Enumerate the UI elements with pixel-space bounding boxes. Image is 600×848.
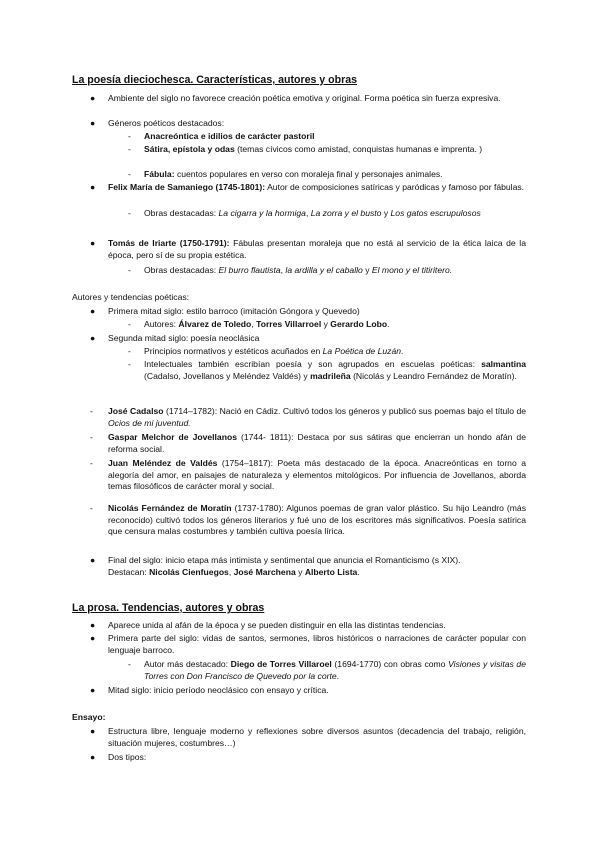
bullet-text: Ambiente del siglo no favorece creación poética emotiva y original. Forma poética sin fuerza expresiva. [108, 93, 501, 103]
sub-bullet-text: Intelectuales también escribían poesía y son agrupados en escuelas poéticas: salmantina (Cadalso, Jovellanos y Meléndez Valdés) y madrileña (Nicolás y Leandro Fernández de Moratín). [144, 359, 526, 381]
subsection-label: Autores y tendencias poéticas: [72, 292, 190, 302]
bullet-text: Final del siglo: inicio etapa más intimista y sentimental que anuncia el Romanticismo (s XIX). Destacan: Nicolás Cienfuegos, José Marchena y Alberto Lista. [108, 555, 461, 577]
sub-bullet-text: Autores: Álvarez de Toledo, Torres Villarroel y Gerardo Lobo. [144, 319, 390, 329]
section-title-poesia: La poesía dieciochesca. Características, autores y obras [72, 74, 357, 86]
bullet-text: Primera mitad siglo: estilo barroco (imitación Góngora y Quevedo) [108, 306, 360, 316]
bullet-icon: ● [90, 555, 96, 565]
bullet-icon: ● [90, 633, 96, 643]
bullet-icon: ● [90, 620, 96, 630]
sub-bullet-text: Obras destacadas: El burro flautista, la ardilla y el caballo y El mono y el titiritero. [144, 265, 453, 275]
dash-icon: - [90, 406, 93, 416]
bullet-icon: ● [90, 93, 96, 103]
dash-icon: - [128, 169, 131, 179]
bullet-text: Tomás de Iriarte (1750-1791): Fábulas presentan moraleja que no está al servicio de la ética laica de la época, pero sí de su propia estética. [108, 238, 526, 260]
bullet-text: Segunda mitad siglo: poesía neoclásica [108, 333, 260, 343]
dash-icon: - [128, 208, 131, 218]
author-entry: Nicolás Fernández de Moratín (1737-1780): Algunos poemas de gran valor plástico. Su hijo Leandro (más reconocido) cultivó todos los géneros literarios y fué uno de los escritores más significativos. Poesía satírica que censura malas costumbres y también cultiva poesía lírica. [108, 503, 527, 537]
subsection-label: Ensayo: [72, 712, 106, 722]
sub-bullet-text: Fábula: cuentos populares en verso con moraleja final y personajes animales. [144, 169, 443, 179]
bullet-icon: ● [90, 726, 96, 736]
dash-icon: - [128, 144, 131, 154]
bullet-text: Estructura libre, lenguaje moderno y reflexiones sobre diversos asuntos (decadencia del trabajo, religión, situación mujeres, costumbres…) [108, 726, 526, 748]
bullet-icon: ● [90, 238, 96, 248]
dash-icon: - [90, 432, 93, 442]
bullet-icon: ● [90, 333, 96, 343]
author-entry: Gaspar Melchor de Jovellanos (1744- 1811): Destaca por sus sátiras que encierran un hondo afán de reforma social. [108, 432, 526, 454]
bullet-text: Dos tipos: [108, 752, 147, 762]
dash-icon: - [128, 131, 131, 141]
dash-icon: - [128, 346, 131, 356]
sub-bullet-text: Principios normativos y estéticos acuñados en La Poética de Luzán. [144, 346, 404, 356]
sub-bullet-text: Obras destacadas: La cigarra y la hormiga, La zorra y el busto y Los gatos escrupulosos [144, 208, 481, 218]
bullet-icon: ● [90, 752, 96, 762]
dash-icon: - [90, 458, 93, 468]
bullet-text: Mitad siglo: inicio período neoclásico con ensayo y crítica. [108, 685, 329, 695]
sub-bullet-text: Autor más destacado: Diego de Torres Villaroel (1694-1770) con obras como Visiones y visitas de Torres con Don Francisco de Quevedo por la corte. [144, 659, 526, 681]
bullet-text: Felix María de Samaniego (1745-1801): Autor de composiciones satíricas y paródicas y famoso por fábulas. [108, 182, 525, 192]
dash-icon: - [128, 659, 131, 669]
bullet-icon: ● [90, 118, 96, 128]
dash-icon: - [128, 359, 131, 369]
bullet-icon: ● [90, 182, 96, 192]
bullet-icon: ● [90, 306, 96, 316]
dash-icon: - [128, 265, 131, 275]
author-entry: Juan Meléndez de Valdés (1754–1817): Poeta más destacado de la época. Anacreónticas en torno a alegoría del amor, en paisajes de naturaleza y elementos mitológicos. Por influencia de Jovellanos, aborda temas filosóficos de carácter moral y social. [108, 458, 526, 492]
author-entry: José Cadalso (1714–1782): Nació en Cádiz. Cultivó todos los géneros y publicó sus poemas bajo el título de Ocios de mi juventud. [108, 406, 527, 428]
dash-icon: - [128, 319, 131, 329]
bullet-icon: ● [90, 685, 96, 695]
dash-icon: - [90, 503, 93, 513]
sub-bullet-text: Sátira, epístola y odas (temas cívicos como amistad, conquistas humanas e imprenta. ) [144, 144, 483, 154]
bullet-text: Aparece unida al afán de la época y se pueden distinguir en ella las distintas tendencias. [108, 620, 446, 630]
section-title-prosa: La prosa. Tendencias, autores y obras [72, 602, 265, 614]
bullet-text: Primera parte del siglo: vidas de santos, sermones, libros históricos o narraciones de carácter popular con lenguaje barroco. [108, 633, 526, 655]
sub-bullet-text: Anacreóntica e idilios de carácter pastoril [144, 131, 315, 141]
bullet-text: Géneros poéticos destacados: [108, 118, 225, 128]
